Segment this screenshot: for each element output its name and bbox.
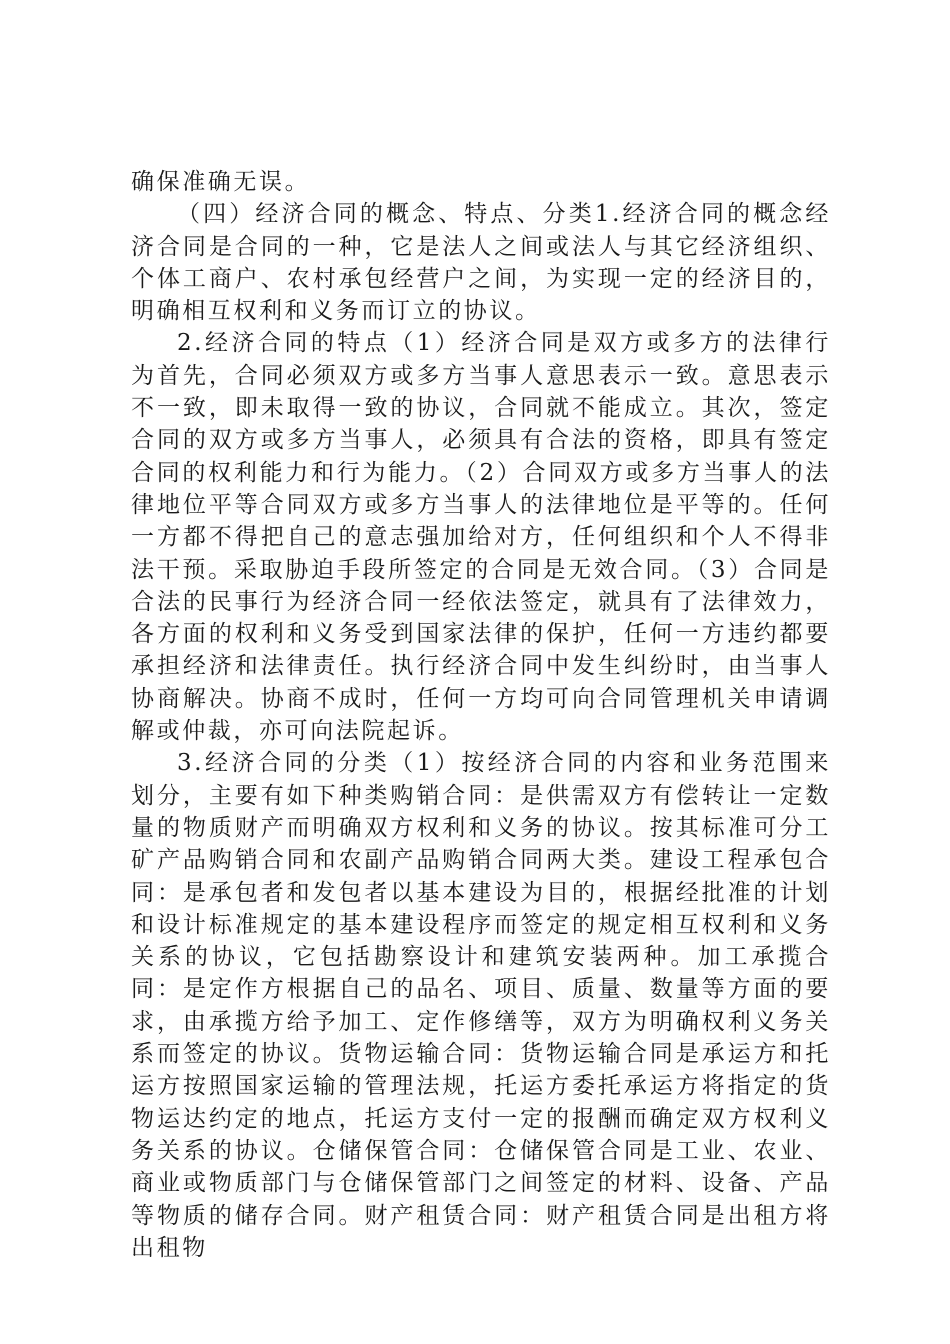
- paragraph-contract-features: 2.经济合同的特点（1）经济合同是双方或多方的法律行为首先，合同必须双方或多方当事人意思表示一致。意思表示不一致，即未取得一致的协议，合同就不能成立。其次，签定合同的双方或多方当事人，必须具有合法的资格，即具有签定合同的权利能力和行为能力。（2）合同双方或多方当事人的法律地位平等合同双方或多方当事人的法律地位是平等的。任何一方都不得把自己的意志强加给对方，任何组织和个人不得非法干预。采取胁迫手段所签定的合同是无效合同。（3）合同是合法的民事行为经济合同一经依法签定，就具有了法律效力，各方面的权利和义务受到国家法律的保护，任何一方违约都要承担经济和法律责任。执行经济合同中发生纠纷时，由当事人协商解决。协商不成时，任何一方均可向合同管理机关申请调解或仲裁，亦可向法院起诉。: [131, 330, 831, 745]
- paragraph-contract-classification: 3.经济合同的分类（1）按经济合同的内容和业务范围来划分，主要有如下种类购销合同：是供需双方有偿转让一定数量的物质财产而明确双方权利和义务的协议。按其标准可分工矿产品购销合同和农副产品购销合同两大类。建设工程承包合同：是承包者和发包者以基本建设为目的，根据经批准的计划和设计标准规定的基本建设程序而签定的规定相互权利和义务关系的协议，它包括勘察设计和建筑安装两种。加工承揽合同：是定作方根据自己的品名、项目、质量、数量等方面的要求，由承揽方给予加工、定作修缮等，双方为明确权利义务关系而签定的协议。货物运输合同：货物运输合同是承运方和托运方按照国家运输的管理法规，托运方委托承运方将指定的货物运达约定的地点，托运方支付一定的报酬而确定双方权利义务关系的协议。仓储保管合同：仓储保管合同是工业、农业、商业或物质部门与仓储保管部门之间签定的材料、设备、产品等物质的储存合同。财产租赁合同：财产租赁合同是出租方将出租物: [131, 750, 831, 1261]
- document-body: [131, 166, 831, 1264]
- paragraph-continuation: 确保准确无误。: [131, 169, 311, 195]
- paragraph-contract-concept: （四）经济合同的概念、特点、分类1.经济合同的概念经济合同是合同的一种，它是法人之间或法人与其它经济组织、个体工商户、农村承包经营户之间，为实现一定的经济目的，明确相互权利和义务而订立的协议。: [131, 201, 831, 325]
